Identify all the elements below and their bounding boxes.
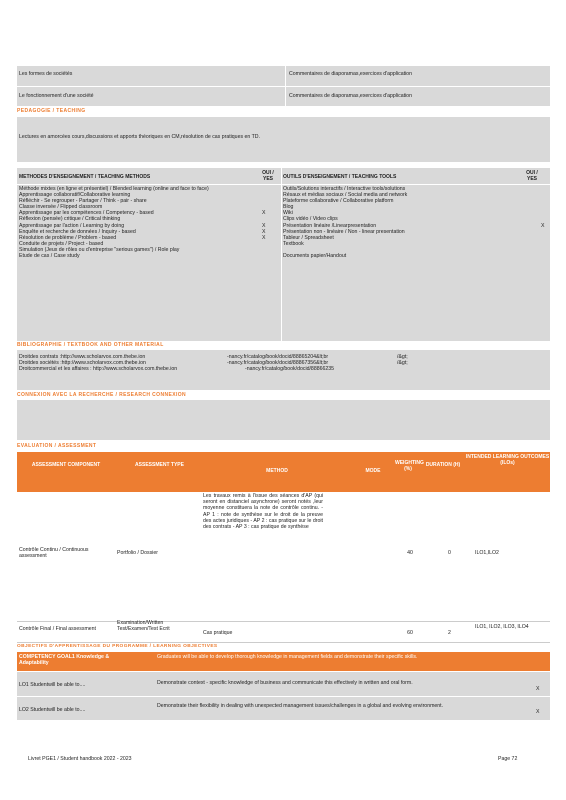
research-header: CONNEXION AVEC LA RECHERCHE / RESEARCH CONNEXION [17, 392, 187, 398]
teaching-method-label: Enquête et recherche de données / Inquiry - based [19, 228, 136, 235]
teaching-method-mark: X [262, 210, 266, 217]
bib-line-2-a: Droitdes sociétés :http://www.scholarvox.com.thebe.ion [19, 360, 146, 366]
teaching-tool-label: Tableur / Spreadsheet [283, 234, 334, 241]
col-component: ASSESSMENT COMPONENT [31, 462, 101, 468]
eval-row-1-component: Contrôle Continu / Continuous assessment [19, 547, 89, 560]
eval-row-2-outcomes: ILO1, ILO2, ILO3, ILO4 [475, 624, 529, 630]
bib-line-1-a: Droitdes contrats :http://www.scholarvox.com.thebe.ion [19, 354, 146, 360]
bibliography-block [17, 350, 550, 390]
objectives-header: OBJECTIFS D'APPRENTISSAGE DU PROGRAMME / LEARNING OBJECTIVES [17, 644, 218, 649]
bib-line-1-b: -nancy.fr/catalog/book/docid/88865204&lt;br [227, 354, 329, 360]
top-row-1-left: Les formes de sociétés [19, 71, 73, 77]
teaching-method-label: Apprentissage par l'action / Learning by doing [19, 222, 125, 229]
teaching-tool-label: Présentation linéaire /Linearpresentation [283, 222, 377, 229]
eval-row-2-weighting: 60 [407, 630, 413, 636]
methods-col4-header: OUI / YES [526, 170, 538, 183]
methods-block [17, 168, 550, 341]
eval-row-2-type: Examination/Written Test/Examen/Test Ecrit [117, 620, 170, 633]
teaching-method-label: Réflexion (pensée) critique / Critical thinking [19, 216, 121, 223]
pedagogy-block [17, 117, 550, 162]
col-weighting: WEIGHTING (%) [395, 460, 424, 472]
teaching-method-mark: X [262, 234, 266, 241]
footer-page: Page 72 [498, 756, 518, 762]
competency-goal-label: COMPETENCY GOAL1 Knowledge & Adaptability [19, 654, 110, 667]
teaching-method-label: Résolution de problème / Problem - based [19, 234, 117, 241]
lo2-id: LO2 Studentwill be able to.... [19, 707, 86, 713]
pedagogy-header: PEDAGOGIE / TEACHING [17, 108, 86, 114]
teaching-method-label: Etude de cas / Case study [19, 253, 80, 260]
top-row-1-right: Commentaires de diaporamas,exercices d'application [289, 71, 412, 77]
top-rows-block [17, 66, 550, 106]
methods-col2-header: OUI / YES [262, 170, 274, 183]
teaching-tool-label: Clips vidéo / Video clips [283, 216, 338, 223]
teaching-method-mark: X [262, 228, 266, 235]
teaching-tool-label: Blog [283, 204, 294, 211]
col-outcomes: INTENDED LEARNING OUTCOMES (ILOs) [465, 454, 550, 466]
lo1-text: Demonstrate context - specific knowledge of business and communicate this effectively in written and oral form. [157, 680, 413, 686]
eval-row-1-weighting: 40 [407, 550, 413, 556]
teaching-method-label: Classe inversée / Flipped classroom [19, 204, 103, 211]
methods-col1-header: METHODES D'ENSEIGNEMENT / TEACHING METHODS [19, 174, 151, 180]
lo2-text: Demonstrate their flexibility in dealing with unexpected management issues/challenges in a global and evolving environment. [157, 703, 444, 709]
teaching-method-label: Apprentissage collaboratif/Collaborative learning [19, 192, 131, 199]
teaching-tool-label: Wiki [283, 210, 293, 217]
teaching-method-label: Méthode mixtes (en ligne et présentiel) / Blended learning (online and face to face) [19, 186, 209, 192]
pedagogy-text: Lectures en amorcées cours,discussions et apports théoriques en CM,résolution de cas pratiques en TD. [19, 134, 260, 140]
bib-line-2-b: -nancy.fr/catalog/book/docid/88867356&lt;br [227, 360, 329, 366]
top-row-2-left: Le fonctionnement d'une société [19, 93, 94, 99]
eval-row-1-outcomes: ILO1,ILO2 [475, 550, 499, 556]
lo1-id: LO1 Studentwill be able to.... [19, 682, 86, 688]
teaching-method-row [19, 253, 279, 259]
teaching-method-label: Réfléchir - Se regrouper - Partager / Think - pair - share [19, 198, 147, 205]
col-mode: MODE [365, 468, 381, 474]
col-type: ASSESSMENT TYPE [135, 462, 184, 468]
teaching-methods-list [19, 186, 279, 259]
teaching-tool-row [283, 241, 547, 247]
lo2-mark: X [536, 709, 540, 715]
teaching-tool-mark: X [541, 222, 545, 229]
evaluation-table-header [17, 452, 550, 492]
teaching-method-label: Apprentissage par les compétences / Competency - based [19, 210, 154, 217]
competency-goal-row [17, 652, 550, 671]
eval-row-1-type: Portfolio / Dossier [117, 550, 158, 556]
teaching-tool-label: Documents papier/Handout [283, 252, 347, 259]
teaching-tool-label: Plateforme collaborative / Collaborative platform [283, 198, 394, 205]
teaching-tool-label: Textbook [283, 240, 304, 247]
bib-line-3-a: Droitcommercial et les affaires : http://www.scholarvox.com.thebe.ion [19, 366, 178, 372]
bib-line-3-b: -nancy.fr/catalog/book/docid/88866235 [245, 366, 335, 372]
methods-col3-header: OUTILS D'ENSEIGNEMENT / TEACHING TOOLS [283, 174, 397, 180]
bibliography-header: BIBLIOGRAPHIE / TEXTBOOK AND OTHER MATERIAL [17, 342, 164, 348]
teaching-tool-label: Présentation non - linéaire / Non - linear presentation [283, 228, 405, 235]
evaluation-table-body [17, 492, 550, 643]
lo1-mark: X [536, 686, 540, 692]
teaching-tool-label: Outils/Solutions interactifs / Interactive tools/solutions [283, 186, 406, 192]
evaluation-header: EVALUATION / ASSESSMENT [17, 443, 97, 449]
teaching-method-label: Simulation (Jeux de rôles ou d'entreprise "serious games") / Role play [19, 246, 180, 253]
eval-row-1-method: Les travaux remis à l'issue des séances d'AP (qui seront en distanciel asynchrone) seront notés ,leur moyenne constituera la note de contrôle continu. - AP 1 : note de synthèse sur le droit de la preuve des actes juridiques - AP 2 : cas pratique sur le droit des contrats - AP 3 : cas pratique de synthèse [203, 493, 323, 531]
col-method: METHOD [266, 468, 288, 474]
col-duration: DURATION (H) [425, 462, 461, 468]
eval-row-1-duration: 0 [448, 550, 451, 556]
research-block [17, 400, 550, 440]
teaching-tool-label: Résaux et médias sociaux / Social media and network [283, 192, 408, 199]
teaching-method-mark: X [262, 222, 266, 229]
teaching-tools-list [283, 186, 547, 259]
bib-line-1-c: /&gt; [397, 354, 408, 360]
eval-row-2-duration: 2 [448, 630, 451, 636]
top-row-2-right: Commentaires de diaporamas,exercices d'application [289, 93, 412, 99]
competency-goal-text: Graduates will be able to develop thorough knowledge in management fields and demonstrate their specific skills. [157, 654, 418, 660]
teaching-method-label: Conduite de projets / Project - based [19, 240, 104, 247]
eval-row-2-component: Contrôle Final / Final assessment [19, 626, 96, 632]
eval-row-2-method: Cas pratique [203, 630, 233, 636]
footer-left: Livret PGE1 / Student handbook 2022 - 2023 [28, 756, 132, 762]
bib-line-2-c: /&gt; [397, 360, 408, 366]
teaching-tool-row [283, 253, 547, 259]
learning-objectives-block [17, 672, 550, 720]
